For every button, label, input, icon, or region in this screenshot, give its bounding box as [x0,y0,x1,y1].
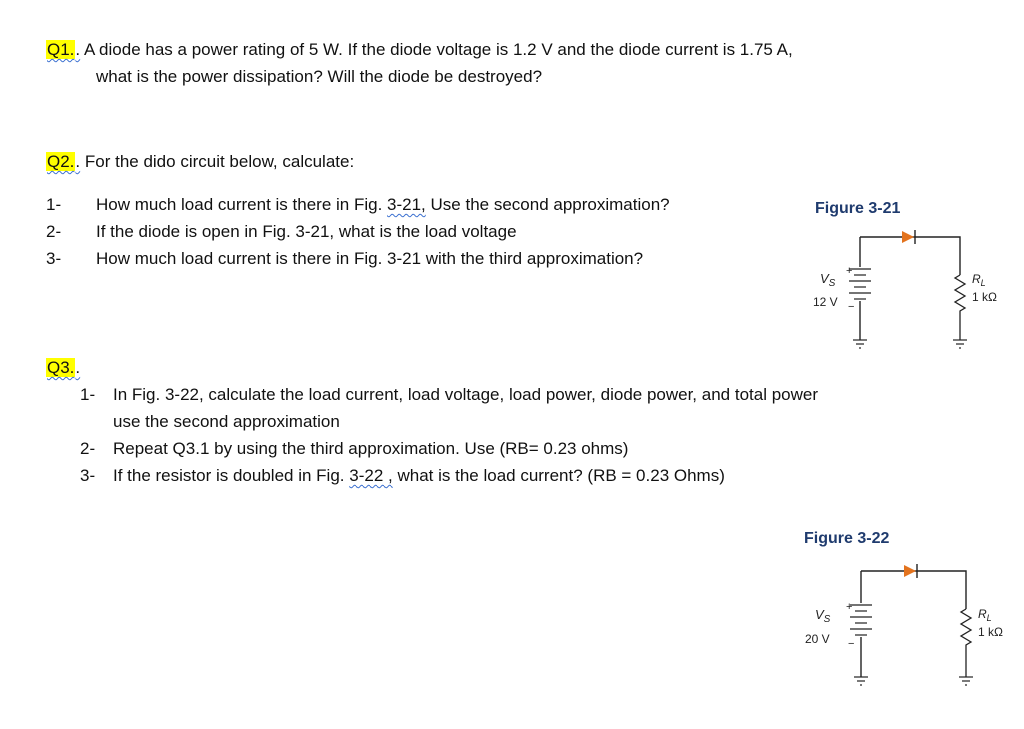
figure-3-21-circuit [800,225,1000,355]
q2-item-3-num: 3- [46,249,62,268]
svg-text:RL [978,607,992,623]
q1-label: Q1. [47,40,75,59]
fig22-resistor-sub: L [986,613,992,623]
figure-3-21-title: Figure 3-21 [815,200,901,217]
q2-item-2: If the diode is open in Fig. 3-21, what is the load voltage [96,222,517,241]
q1-line1: Q1.. A diode has a power rating of 5 W. If the diode voltage is 1.2 V and the diode current is 1.75 A, [47,40,793,59]
q3-item-3-ref: 3-22 , [349,466,393,485]
fig21-diode-icon [902,231,914,243]
fig22-minus: − [848,638,855,650]
q2-item-1-pre: How much load current is there in Fig. [96,195,383,214]
fig22-ground-left-icon [854,677,868,685]
q3-item-2: Repeat Q3.1 by using the third approximation. Use (RB= 0.23 ohms) [113,439,629,458]
fig22-resistor-icon [961,609,971,677]
svg-text:RL [972,272,986,288]
fig21-minus: − [848,301,855,313]
fig21-top-wire [860,237,960,275]
q3-item-2-num: 2- [80,439,96,458]
fig22-source-sub: S [823,614,831,625]
q3-item-1-num: 1- [80,385,96,404]
q3-item-1-line1: In Fig. 3-22, calculate the load current, load voltage, load power, diode power, and total power [113,385,819,404]
fig21-resistor-label: R [972,272,981,286]
fig21-source-label: V [820,271,829,286]
svg-text:VS [815,607,831,625]
q2-item-1-ref: 3-21, [387,195,426,214]
fig22-plus: + [846,601,853,613]
figure-3-22-circuit [795,557,1005,692]
q3-item-1-line2: use the second approximation [113,412,340,431]
fig22-resistor-value: 1 kΩ [978,625,1003,639]
fig22-source-value: 20 V [805,632,830,646]
fig21-resistor-icon [955,275,965,340]
q2-intro: For the dido circuit below, calculate: [84,152,355,171]
fig21-ground-right-icon [953,340,967,348]
q2-item-1-post: Use the second approximation? [430,195,670,214]
fig22-resistor-label: R [978,607,987,621]
q2-label: Q2. [47,152,75,171]
fig21-resistor-value: 1 kΩ [972,290,997,304]
fig21-source-value: 12 V [813,295,838,309]
q1-text-line1: A diode has a power rating of 5 W. If the diode voltage is 1.2 V and the diode current is 1.75 A, [83,40,793,59]
q3-item-3 [113,466,725,486]
fig21-plus: + [846,265,853,277]
figure-3-22-title: Figure 3-22 [804,530,890,547]
q3-item-3-post: what is the load current? (RB = 0.23 Ohms) [397,466,725,485]
q3-label-line: Q3.. [47,358,81,377]
fig22-ground-right-icon [959,677,973,685]
q3-label: Q3. [47,358,75,377]
q2-item-1 [96,195,670,215]
q3-item-3-num: 3- [80,466,96,485]
svg-text:VS [820,271,836,289]
fig22-source-label: V [815,607,824,622]
q3-item-3-pre: If the resistor is doubled in Fig. [113,466,345,485]
q2-item-2-num: 2- [46,222,62,241]
fig21-ground-left-icon [853,340,867,348]
q2-item-3: How much load current is there in Fig. 3-21 with the third approximation? [96,249,644,268]
fig22-top-wire [861,571,966,609]
q2-item-1-num: 1- [46,195,62,214]
fig21-source-sub: S [828,278,836,289]
fig22-diode-icon [904,565,916,577]
fig22-battery-icon [850,605,872,635]
fig21-resistor-sub: L [980,278,986,288]
q2-intro-line: Q2.. For the dido circuit below, calculate: [47,152,355,171]
q1-text-line2: what is the power dissipation? Will the diode be destroyed? [96,67,543,86]
